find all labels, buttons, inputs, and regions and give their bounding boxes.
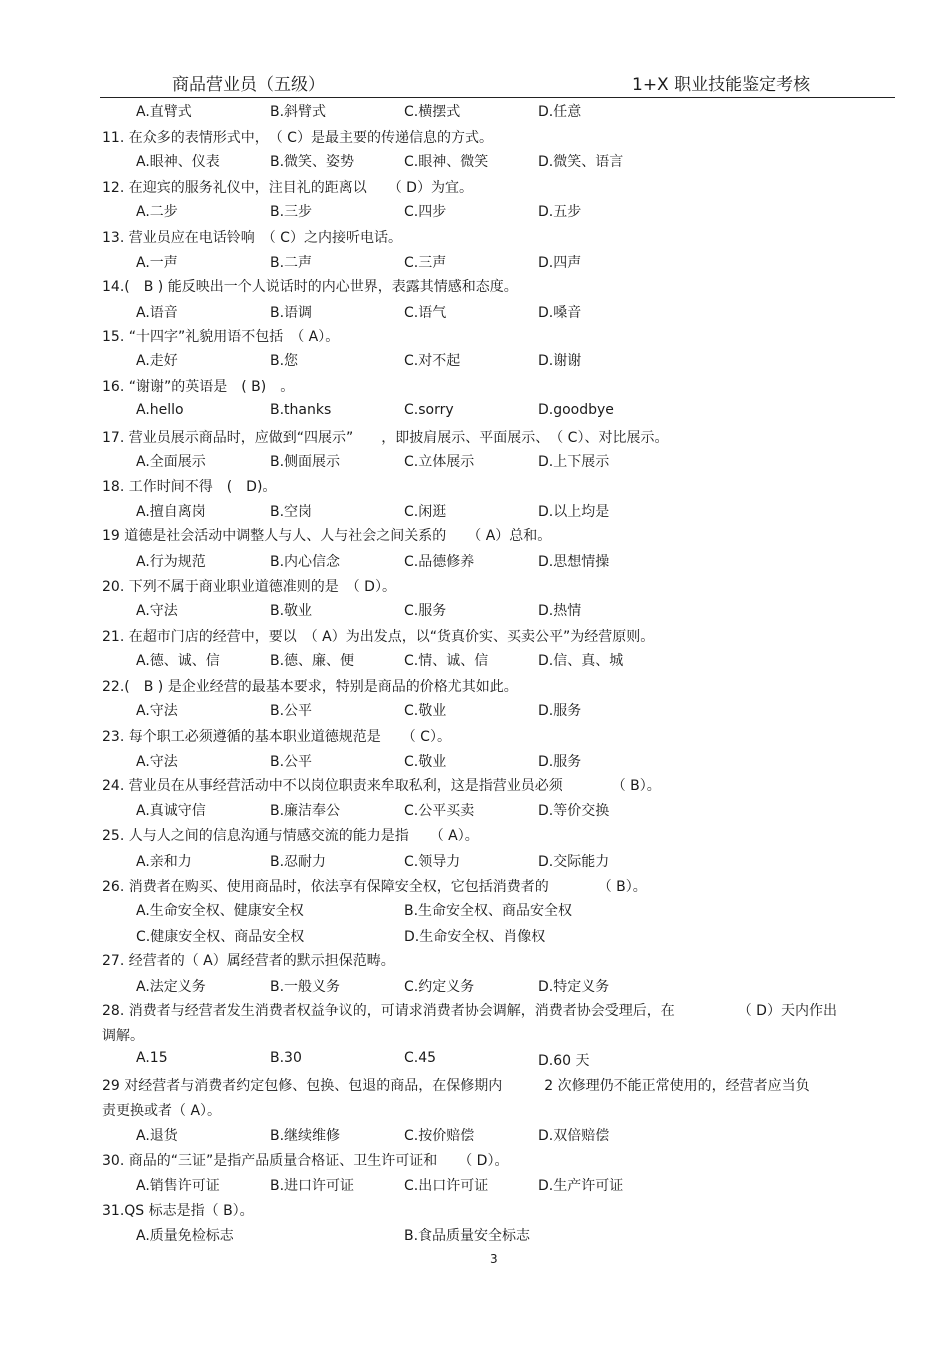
answer-option: B.三步 <box>270 204 313 220</box>
page-number: 3 <box>490 1252 498 1266</box>
answer-option: A.全面展示 <box>136 454 206 470</box>
answer-option: C.服务 <box>404 603 447 619</box>
answer-option: A.生命安全权、健康安全权 <box>136 903 304 919</box>
answer-option: C.45 <box>404 1050 437 1066</box>
answer-option: C.敬业 <box>404 754 447 770</box>
answer-option: C.健康安全权、商品安全权 <box>136 929 305 945</box>
question-text: 责更换或者（ A）。 <box>102 1103 222 1119</box>
answer-option: D.信、真、城 <box>538 653 624 669</box>
question-text: 17. 营业员展示商品时，应做到“四展示” ，即披肩展示、平面展示、 （ C）、对比展示。 <box>102 430 669 446</box>
answer-option: C.品德修养 <box>404 554 475 570</box>
question-text: 19 道德是社会活动中调整人与人、人与社会之间关系的 （ A）总和。 <box>102 528 552 544</box>
question-text: 31.QS 标志是指（ B）。 <box>102 1203 254 1219</box>
answer-option: C.对不起 <box>404 353 461 369</box>
answer-option: A.亲和力 <box>136 854 192 870</box>
question-text: 11. 在众多的表情形式中， （ C）是最主要的传递信息的方式。 <box>102 130 493 146</box>
question-text: 16. “谢谢”的英语是 ( B) 。 <box>102 379 295 395</box>
answer-option: B.语调 <box>270 305 313 321</box>
header-title-right: 1+X 职业技能鉴定考核 <box>632 75 811 95</box>
question-text: 21. 在超市门店的经营中，要以 （ A）为出发点，以“货真价实、买卖公平”为经营原则。 <box>102 629 655 645</box>
question-text: 26. 消费者在购买、使用商品时，依法享有保障安全权，它包括消费者的 （ B）。 <box>102 879 647 895</box>
answer-option: D.四声 <box>538 255 582 271</box>
answer-option: B.二声 <box>270 255 313 271</box>
question-text: 30. 商品的“三证”是指产品质量合格证、卫生许可证和 （ D）。 <box>102 1153 509 1169</box>
answer-option: A.hello <box>136 402 184 418</box>
answer-option: C.约定义务 <box>404 979 475 995</box>
answer-option: A.走好 <box>136 353 178 369</box>
answer-option: A.真诚守信 <box>136 803 206 819</box>
question-text: 29 对经营者与消费者约定包修、包换、包退的商品，在保修期内 2 次修理仍不能正常使用的，经营者应当负 <box>102 1078 810 1094</box>
answer-option: A.守法 <box>136 703 178 719</box>
answer-option: A.德、诚、信 <box>136 653 220 669</box>
answer-option: D.生产许可证 <box>538 1178 624 1194</box>
answer-option: C.sorry <box>404 402 454 418</box>
answer-option: B.进口许可证 <box>270 1178 355 1194</box>
answer-option: C.四步 <box>404 204 447 220</box>
answer-option: B.食品质量安全标志 <box>404 1228 531 1244</box>
answer-option: A.法定义务 <box>136 979 206 995</box>
question-text: 24. 营业员在从事经营活动中不以岗位职责来牟取私利，这是指营业员必须 （ B）。 <box>102 778 661 794</box>
answer-option: B.您 <box>270 353 299 369</box>
answer-option: B.公平 <box>270 754 313 770</box>
answer-option: B.内心信念 <box>270 554 341 570</box>
answer-option: D.双倍赔偿 <box>538 1128 610 1144</box>
answer-option: D.60 天 <box>538 1053 590 1069</box>
answer-option: A.质量免检标志 <box>136 1228 234 1244</box>
answer-option: D.嗓音 <box>538 305 582 321</box>
question-text: 28. 消费者与经营者发生消费者权益争议的，可请求消费者协会调解，消费者协会受理后，在 （ D）天内作出 <box>102 1003 837 1019</box>
question-text: 22.( B ) 是企业经营的最基本要求，特别是商品的价格尤其如此。 <box>102 679 518 695</box>
answer-option: A.二步 <box>136 204 178 220</box>
answer-option: A.行为规范 <box>136 554 206 570</box>
answer-option: A.退货 <box>136 1128 178 1144</box>
answer-option: B.忍耐力 <box>270 854 327 870</box>
question-text: 18. 工作时间不得 ( D)。 <box>102 479 277 495</box>
answer-option: B.德、廉、便 <box>270 653 355 669</box>
answer-option: A.一声 <box>136 255 178 271</box>
answer-option: B.廉洁奉公 <box>270 803 341 819</box>
answer-option: B.生命安全权、商品安全权 <box>404 903 573 919</box>
answer-option: C.闲逛 <box>404 504 447 520</box>
answer-option: B.敬业 <box>270 603 313 619</box>
answer-option: D.goodbye <box>538 402 614 418</box>
answer-option: B.thanks <box>270 402 332 418</box>
answer-option: D.任意 <box>538 104 582 120</box>
question-text: 25. 人与人之间的信息沟通与情感交流的能力是指 （ A）。 <box>102 828 479 844</box>
answer-option: A.眼神、仪表 <box>136 154 220 170</box>
answer-option: C.语气 <box>404 305 447 321</box>
answer-option: A.擅自离岗 <box>136 504 206 520</box>
answer-option: D.五步 <box>538 204 582 220</box>
answer-option: C.眼神、微笑 <box>404 154 489 170</box>
answer-option: C.按价赔偿 <box>404 1128 475 1144</box>
answer-option: B.斜臂式 <box>270 104 327 120</box>
answer-option: B.继续维修 <box>270 1128 341 1144</box>
answer-option: D.上下展示 <box>538 454 610 470</box>
question-text: 调解。 <box>102 1028 144 1044</box>
answer-option: A.15 <box>136 1050 168 1066</box>
answer-option: C.横摆式 <box>404 104 461 120</box>
answer-option: D.服务 <box>538 703 582 719</box>
header-title-left: 商品营业员（五级） <box>172 75 325 95</box>
answer-option: B.30 <box>270 1050 302 1066</box>
answer-option: D.思想情操 <box>538 554 610 570</box>
answer-option: C.出口许可证 <box>404 1178 489 1194</box>
question-text: 14.( B ) 能反映出一个人说话时的内心世界，表露其情感和态度。 <box>102 279 518 295</box>
answer-option: A.守法 <box>136 754 178 770</box>
answer-option: B.空岗 <box>270 504 313 520</box>
answer-option: A.销售许可证 <box>136 1178 220 1194</box>
answer-option: B.一般义务 <box>270 979 341 995</box>
answer-option: A.直臂式 <box>136 104 192 120</box>
answer-option: C.领导力 <box>404 854 461 870</box>
answer-option: D.等价交换 <box>538 803 610 819</box>
answer-option: D.特定义务 <box>538 979 610 995</box>
answer-option: D.谢谢 <box>538 353 582 369</box>
question-text: 27. 经营者的（ A）属经营者的默示担保范畴。 <box>102 953 395 969</box>
answer-option: D.热情 <box>538 603 582 619</box>
answer-option: C.三声 <box>404 255 447 271</box>
answer-option: B.侧面展示 <box>270 454 341 470</box>
answer-option: D.以上均是 <box>538 504 610 520</box>
answer-option: B.微笑、姿势 <box>270 154 355 170</box>
answer-option: C.公平买卖 <box>404 803 475 819</box>
answer-option: D.交际能力 <box>538 854 610 870</box>
answer-option: D.微笑、语言 <box>538 154 624 170</box>
answer-option: C.情、诚、信 <box>404 653 489 669</box>
answer-option: C.敬业 <box>404 703 447 719</box>
answer-option: D.服务 <box>538 754 582 770</box>
question-text: 15. “十四字”礼貌用语不包括 （ A）。 <box>102 329 340 345</box>
question-text: 23. 每个职工必须遵循的基本职业道德规范是 （ C）。 <box>102 729 451 745</box>
answer-option: B.公平 <box>270 703 313 719</box>
question-text: 20. 下列不属于商业职业道德准则的是 （ D）。 <box>102 579 396 595</box>
answer-option: A.语音 <box>136 305 178 321</box>
answer-option: C.立体展示 <box>404 454 475 470</box>
header-divider <box>100 97 895 98</box>
question-text: 12. 在迎宾的服务礼仪中，注目礼的距离以 （ D）为宜。 <box>102 180 473 196</box>
answer-option: A.守法 <box>136 603 178 619</box>
question-text: 13. 营业员应在电话铃响 （ C）之内接听电话。 <box>102 230 402 246</box>
answer-option: D.生命安全权、肖像权 <box>404 929 546 945</box>
